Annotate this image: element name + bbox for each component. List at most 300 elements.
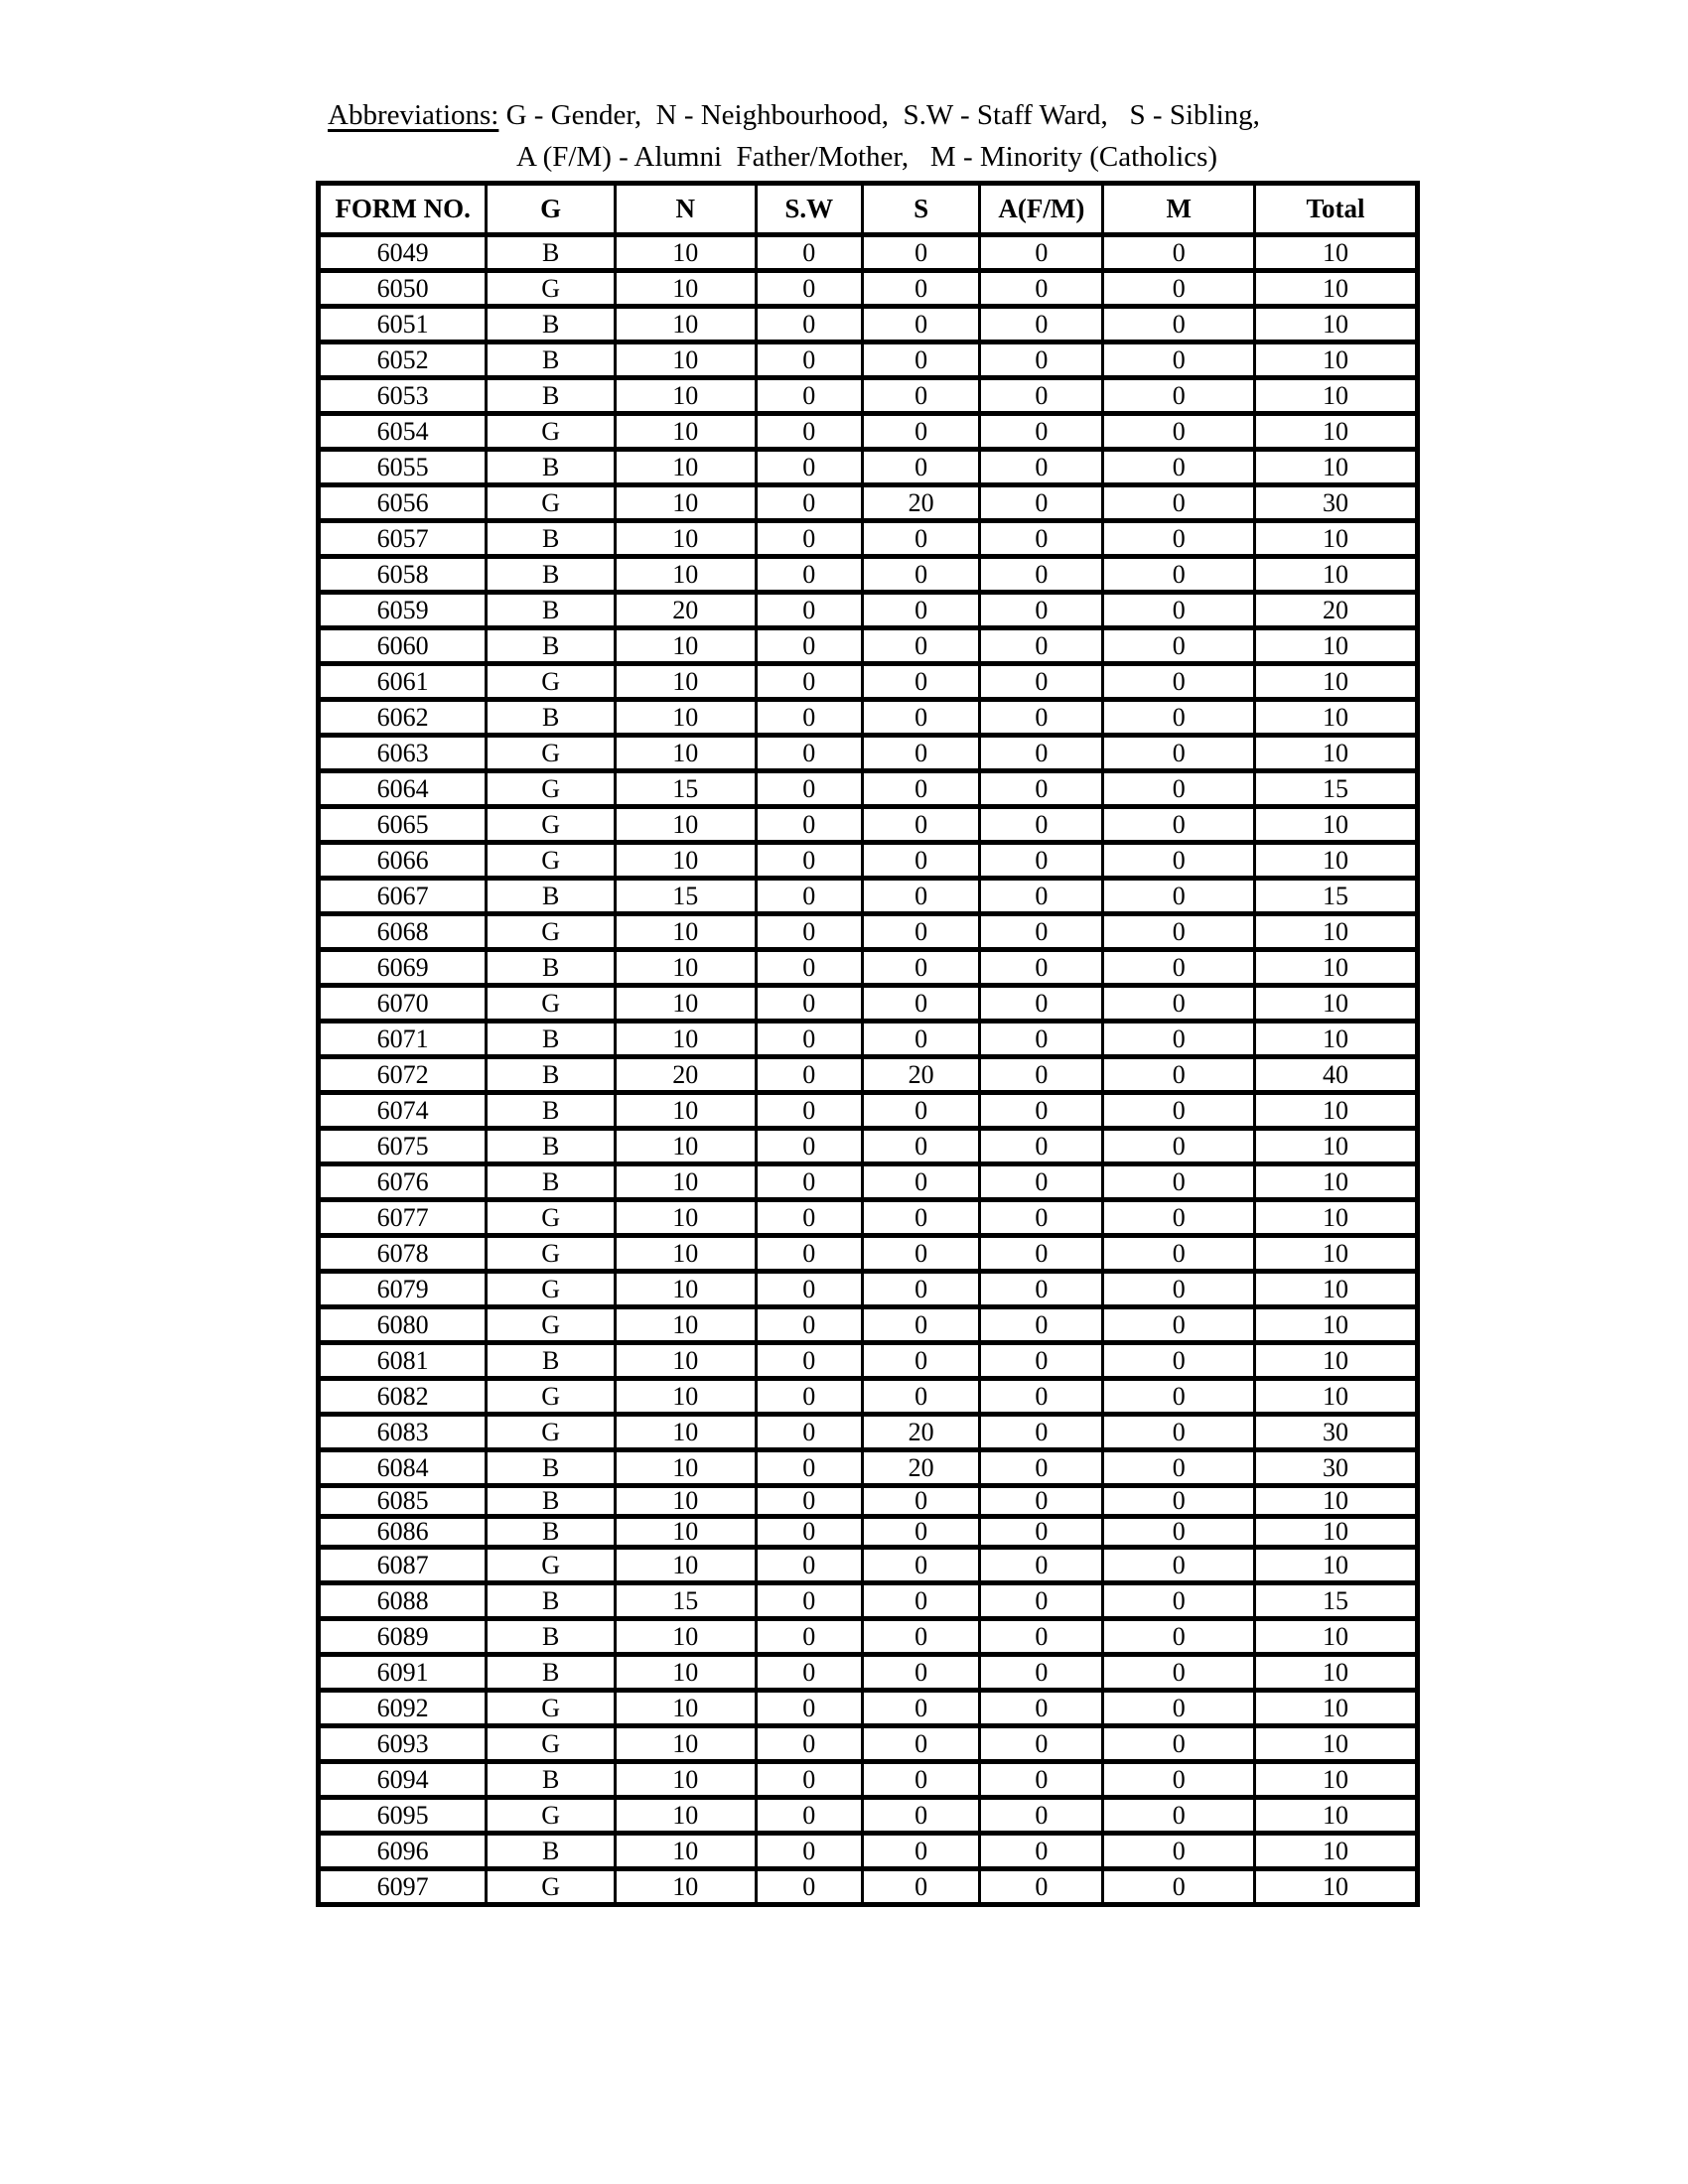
table-cell: 0 [756, 1164, 862, 1200]
form-scores-table [316, 181, 1420, 1907]
table-cell: 10 [615, 1619, 756, 1655]
table-cell: 0 [862, 1726, 979, 1762]
table-cell: 20 [1255, 593, 1418, 628]
table-cell: G [487, 1415, 616, 1450]
table-cell: 0 [1103, 879, 1255, 914]
abbreviations-label: Abbreviations: [328, 99, 499, 131]
table-cell: B [487, 1762, 616, 1798]
table-row [319, 1486, 1418, 1517]
table-cell: 10 [1255, 1798, 1418, 1834]
table-cell: 0 [756, 1869, 862, 1905]
table-cell: 6094 [319, 1762, 487, 1798]
table-cell: 0 [980, 342, 1103, 378]
table-cell: B [487, 950, 616, 986]
table-cell: 10 [615, 1343, 756, 1379]
table-cell: 6089 [319, 1619, 487, 1655]
table-cell: 10 [615, 736, 756, 771]
table-cell: 0 [862, 450, 979, 485]
table-cell: 0 [862, 1129, 979, 1164]
table-cell: 10 [1255, 1619, 1418, 1655]
table-cell: 6081 [319, 1343, 487, 1379]
table-cell: 0 [1103, 950, 1255, 986]
table-cell: 0 [980, 950, 1103, 986]
table-row [319, 628, 1418, 664]
table-cell: 10 [1255, 342, 1418, 378]
table-cell: 0 [980, 843, 1103, 879]
table-cell: 6079 [319, 1272, 487, 1307]
table-row [319, 1655, 1418, 1691]
table-cell: 0 [756, 521, 862, 557]
table-cell: 6075 [319, 1129, 487, 1164]
table-cell: 0 [862, 557, 979, 593]
table-cell: B [487, 879, 616, 914]
table-cell: 0 [756, 807, 862, 843]
table-cell: 6071 [319, 1022, 487, 1057]
table-cell: 0 [756, 914, 862, 950]
table-cell: 10 [615, 1307, 756, 1343]
table-cell: 20 [615, 1057, 756, 1093]
table-cell: 0 [862, 807, 979, 843]
table-cell: 0 [1103, 307, 1255, 342]
table-cell: B [487, 1129, 616, 1164]
table-cell: 6074 [319, 1093, 487, 1129]
table-cell: 20 [862, 1057, 979, 1093]
table-cell: 10 [1255, 1307, 1418, 1343]
table-cell: 10 [1255, 521, 1418, 557]
table-cell: 0 [756, 1200, 862, 1236]
table-cell: 0 [862, 1691, 979, 1726]
table-cell: 0 [756, 1798, 862, 1834]
table-cell: 0 [862, 235, 979, 271]
table-cell: 10 [1255, 700, 1418, 736]
table-cell: 0 [862, 771, 979, 807]
table-cell: 0 [862, 1798, 979, 1834]
table-row [319, 1517, 1418, 1548]
table-row [319, 879, 1418, 914]
table-cell: 0 [980, 1379, 1103, 1415]
table-cell: 30 [1255, 1415, 1418, 1450]
table-cell: 0 [756, 1726, 862, 1762]
table-cell: 0 [1103, 1486, 1255, 1517]
table-row [319, 378, 1418, 414]
table-cell: 10 [1255, 807, 1418, 843]
table-cell: 6072 [319, 1057, 487, 1093]
table-cell: 6049 [319, 235, 487, 271]
table-cell: 10 [615, 1548, 756, 1583]
column-header: S [862, 184, 979, 235]
table-cell: 10 [1255, 1517, 1418, 1548]
table-cell: 0 [1103, 235, 1255, 271]
table-cell: 0 [862, 700, 979, 736]
table-cell: 10 [615, 986, 756, 1022]
table-cell: 10 [615, 235, 756, 271]
table-row [319, 771, 1418, 807]
table-cell: 0 [1103, 1583, 1255, 1619]
table-cell: 0 [862, 1343, 979, 1379]
table-cell: B [487, 342, 616, 378]
table-cell: 10 [1255, 1834, 1418, 1869]
table-cell: 6088 [319, 1583, 487, 1619]
table-cell: 0 [1103, 378, 1255, 414]
table-row [319, 1583, 1418, 1619]
table-cell: 10 [1255, 1726, 1418, 1762]
table-cell: 10 [1255, 1164, 1418, 1200]
table-cell: 0 [756, 1450, 862, 1486]
table-cell: 0 [1103, 1517, 1255, 1548]
table-cell: 0 [1103, 1093, 1255, 1129]
table-cell: 10 [615, 1486, 756, 1517]
table-cell: B [487, 1057, 616, 1093]
column-header: G [487, 184, 616, 235]
table-cell: 0 [1103, 628, 1255, 664]
table-cell: 10 [1255, 1200, 1418, 1236]
table-header-row [319, 184, 1418, 235]
table-cell: 0 [1103, 807, 1255, 843]
table-cell: 0 [1103, 664, 1255, 700]
table-cell: 0 [980, 1450, 1103, 1486]
table-cell: 0 [862, 1869, 979, 1905]
table-cell: G [487, 807, 616, 843]
table-cell: 0 [1103, 1307, 1255, 1343]
table-cell: 6056 [319, 485, 487, 521]
table-cell: 6067 [319, 879, 487, 914]
table-cell: G [487, 1200, 616, 1236]
table-cell: 10 [615, 950, 756, 986]
table-cell: 6050 [319, 271, 487, 307]
table-cell: 0 [980, 879, 1103, 914]
table-cell: 6065 [319, 807, 487, 843]
table-row [319, 342, 1418, 378]
table-cell: 0 [980, 1486, 1103, 1517]
table-cell: 0 [756, 1272, 862, 1307]
table-cell: 10 [615, 557, 756, 593]
table-cell: 0 [756, 1343, 862, 1379]
table-cell: 0 [862, 307, 979, 342]
table-cell: B [487, 1164, 616, 1200]
table-cell: 6076 [319, 1164, 487, 1200]
table-cell: 0 [756, 843, 862, 879]
table-cell: 10 [1255, 986, 1418, 1022]
table-cell: 0 [756, 1655, 862, 1691]
table-cell: 6091 [319, 1655, 487, 1691]
table-cell: B [487, 1093, 616, 1129]
table-cell: 15 [1255, 1583, 1418, 1619]
table-cell: 0 [756, 1548, 862, 1583]
table-cell: 0 [980, 1691, 1103, 1726]
table-row [319, 1834, 1418, 1869]
table-cell: 0 [756, 1236, 862, 1272]
table-cell: 6064 [319, 771, 487, 807]
table-cell: 6053 [319, 378, 487, 414]
table-cell: 10 [1255, 414, 1418, 450]
table-row [319, 736, 1418, 771]
table-cell: 0 [1103, 736, 1255, 771]
table-cell: 6083 [319, 1415, 487, 1450]
table-cell: 10 [615, 1798, 756, 1834]
table-cell: 0 [756, 879, 862, 914]
table-cell: B [487, 378, 616, 414]
table-cell: G [487, 1798, 616, 1834]
table-cell: 10 [1255, 1691, 1418, 1726]
table-cell: 6062 [319, 700, 487, 736]
table-cell: 10 [615, 342, 756, 378]
table-cell: 0 [756, 557, 862, 593]
table-cell: 0 [862, 843, 979, 879]
table-cell: 0 [862, 1379, 979, 1415]
table-row [319, 1619, 1418, 1655]
table-cell: 0 [862, 1093, 979, 1129]
table-cell: 0 [862, 628, 979, 664]
table-cell: 20 [862, 485, 979, 521]
table-row [319, 485, 1418, 521]
table-cell: 0 [980, 736, 1103, 771]
table-cell: 0 [756, 1307, 862, 1343]
table-cell: 6060 [319, 628, 487, 664]
table-cell: 0 [756, 342, 862, 378]
table-cell: 0 [756, 986, 862, 1022]
table-cell: 0 [1103, 1415, 1255, 1450]
table-body [319, 235, 1418, 1905]
table-cell: 10 [1255, 378, 1418, 414]
table-cell: 6092 [319, 1691, 487, 1726]
table-cell: 0 [756, 1834, 862, 1869]
table-cell: 0 [756, 1486, 862, 1517]
table-cell: 0 [862, 1486, 979, 1517]
table-row [319, 521, 1418, 557]
column-header: S.W [756, 184, 862, 235]
table-cell: 10 [1255, 736, 1418, 771]
table-row [319, 1762, 1418, 1798]
table-cell: 10 [1255, 1486, 1418, 1517]
table-cell: 0 [1103, 414, 1255, 450]
table-row [319, 235, 1418, 271]
table-cell: 10 [1255, 271, 1418, 307]
table-cell: 6055 [319, 450, 487, 485]
table-cell: 10 [1255, 1236, 1418, 1272]
table-cell: G [487, 1726, 616, 1762]
table-cell: 0 [862, 950, 979, 986]
table-cell: 10 [1255, 557, 1418, 593]
table-cell: 0 [862, 914, 979, 950]
table-cell: 10 [615, 1834, 756, 1869]
table-cell: 0 [1103, 1869, 1255, 1905]
table-cell: 0 [862, 521, 979, 557]
table-row [319, 1415, 1418, 1450]
table-cell: 0 [862, 378, 979, 414]
table-cell: 0 [862, 664, 979, 700]
table-cell: 0 [980, 1272, 1103, 1307]
table-cell: 10 [615, 664, 756, 700]
table-cell: 0 [980, 307, 1103, 342]
table-row [319, 1798, 1418, 1834]
table-cell: B [487, 307, 616, 342]
abbreviations-line1-text: G - Gender, N - Neighbourhood, S.W - Staff Ward, S - Sibling, [498, 99, 1260, 131]
table-cell: G [487, 843, 616, 879]
table-cell: B [487, 1486, 616, 1517]
table-cell: 0 [756, 593, 862, 628]
table-cell: 0 [1103, 914, 1255, 950]
table-cell: 0 [1103, 771, 1255, 807]
table-cell: B [487, 521, 616, 557]
table-cell: 0 [862, 593, 979, 628]
table-cell: 6057 [319, 521, 487, 557]
table-cell: 0 [1103, 1272, 1255, 1307]
table-row [319, 1164, 1418, 1200]
table-cell: B [487, 628, 616, 664]
table-cell: 0 [980, 700, 1103, 736]
table-cell: 0 [980, 1200, 1103, 1236]
table-cell: 0 [1103, 1200, 1255, 1236]
table-cell: B [487, 450, 616, 485]
table-cell: 10 [1255, 1869, 1418, 1905]
table-cell: 0 [862, 1834, 979, 1869]
column-header: M [1103, 184, 1255, 235]
table-cell: 0 [980, 1869, 1103, 1905]
abbreviations-legend [328, 97, 1260, 176]
table-cell: 0 [1103, 1379, 1255, 1415]
table-cell: 6051 [319, 307, 487, 342]
table-cell: 10 [615, 1164, 756, 1200]
table-cell: B [487, 1655, 616, 1691]
table-cell: 6095 [319, 1798, 487, 1834]
table-cell: 0 [756, 1517, 862, 1548]
table-cell: 0 [980, 485, 1103, 521]
table-cell: 6087 [319, 1548, 487, 1583]
table-cell: 0 [862, 1619, 979, 1655]
table-cell: G [487, 1272, 616, 1307]
table-cell: 0 [756, 378, 862, 414]
table-cell: 6052 [319, 342, 487, 378]
table-row [319, 1450, 1418, 1486]
table-cell: G [487, 986, 616, 1022]
table-cell: 40 [1255, 1057, 1418, 1093]
table-cell: 10 [615, 1415, 756, 1450]
table-cell: 20 [862, 1450, 979, 1486]
table-cell: 0 [1103, 1691, 1255, 1726]
table-cell: 0 [862, 1548, 979, 1583]
table-cell: 0 [756, 1379, 862, 1415]
table-cell: 10 [1255, 664, 1418, 700]
table-cell: 10 [615, 1655, 756, 1691]
table-cell: 10 [615, 271, 756, 307]
table-cell: 6061 [319, 664, 487, 700]
table-cell: 0 [1103, 593, 1255, 628]
table-cell: 6078 [319, 1236, 487, 1272]
table-cell: 0 [980, 771, 1103, 807]
column-header: A(F/M) [980, 184, 1103, 235]
table-cell: 10 [615, 1517, 756, 1548]
table-cell: 0 [980, 1129, 1103, 1164]
table-cell: 0 [1103, 485, 1255, 521]
column-header: FORM NO. [319, 184, 487, 235]
table-cell: 6059 [319, 593, 487, 628]
table-cell: 0 [862, 879, 979, 914]
abbreviations-line2: A (F/M) - Alumni Father/Mother, M - Minority (Catholics) [516, 141, 1218, 174]
table-cell: 0 [862, 1272, 979, 1307]
table-cell: B [487, 1343, 616, 1379]
table-cell: B [487, 1450, 616, 1486]
table-cell: 6066 [319, 843, 487, 879]
table-cell: 10 [615, 414, 756, 450]
table-cell: 0 [862, 1762, 979, 1798]
table-cell: 0 [980, 1022, 1103, 1057]
table-cell: 0 [756, 414, 862, 450]
table-cell: 0 [980, 1655, 1103, 1691]
table-cell: 0 [1103, 700, 1255, 736]
table-cell: 0 [862, 1022, 979, 1057]
table-cell: 0 [756, 1415, 862, 1450]
table-cell: 6080 [319, 1307, 487, 1343]
table-row [319, 1548, 1418, 1583]
table-cell: 0 [862, 414, 979, 450]
table-cell: 10 [1255, 1762, 1418, 1798]
table-cell: 10 [1255, 628, 1418, 664]
table-cell: 15 [1255, 879, 1418, 914]
table-cell: 0 [862, 1307, 979, 1343]
table-cell: 0 [756, 736, 862, 771]
table-row [319, 700, 1418, 736]
table-cell: 0 [1103, 986, 1255, 1022]
table-cell: 10 [615, 914, 756, 950]
table-cell: 0 [980, 1236, 1103, 1272]
table-cell: 0 [980, 1726, 1103, 1762]
table-cell: 0 [980, 1415, 1103, 1450]
table-cell: 10 [1255, 1379, 1418, 1415]
table-cell: 0 [1103, 1022, 1255, 1057]
table-cell: 0 [1103, 1762, 1255, 1798]
table-row [319, 271, 1418, 307]
table-cell: 0 [1103, 1450, 1255, 1486]
table-cell: 0 [862, 1517, 979, 1548]
table-cell: 20 [615, 593, 756, 628]
table-cell: 0 [980, 914, 1103, 950]
table-cell: B [487, 1619, 616, 1655]
table-cell: 10 [615, 1726, 756, 1762]
table-row [319, 557, 1418, 593]
table-cell: 10 [1255, 1655, 1418, 1691]
table-cell: 0 [1103, 1548, 1255, 1583]
table-cell: 0 [980, 1164, 1103, 1200]
table-cell: 6082 [319, 1379, 487, 1415]
table-cell: 0 [1103, 1655, 1255, 1691]
table-cell: 0 [756, 271, 862, 307]
table-cell: 0 [756, 1057, 862, 1093]
table-cell: 10 [1255, 1022, 1418, 1057]
table-cell: 0 [862, 986, 979, 1022]
table-cell: G [487, 1379, 616, 1415]
table-cell: G [487, 1307, 616, 1343]
table-cell: 10 [615, 843, 756, 879]
table-cell: 0 [1103, 843, 1255, 879]
table-cell: 0 [756, 628, 862, 664]
table-cell: B [487, 593, 616, 628]
table-row [319, 914, 1418, 950]
table-cell: 10 [1255, 1272, 1418, 1307]
table-cell: 0 [1103, 1057, 1255, 1093]
table-cell: 30 [1255, 485, 1418, 521]
table-cell: 0 [980, 557, 1103, 593]
table-cell: G [487, 771, 616, 807]
table-cell: B [487, 700, 616, 736]
table-cell: 0 [1103, 1798, 1255, 1834]
table-cell: 0 [980, 664, 1103, 700]
table-cell: 10 [1255, 950, 1418, 986]
table-cell: 0 [980, 1093, 1103, 1129]
table-row [319, 450, 1418, 485]
table-cell: 0 [980, 378, 1103, 414]
table-row [319, 986, 1418, 1022]
table-cell: 10 [615, 1450, 756, 1486]
